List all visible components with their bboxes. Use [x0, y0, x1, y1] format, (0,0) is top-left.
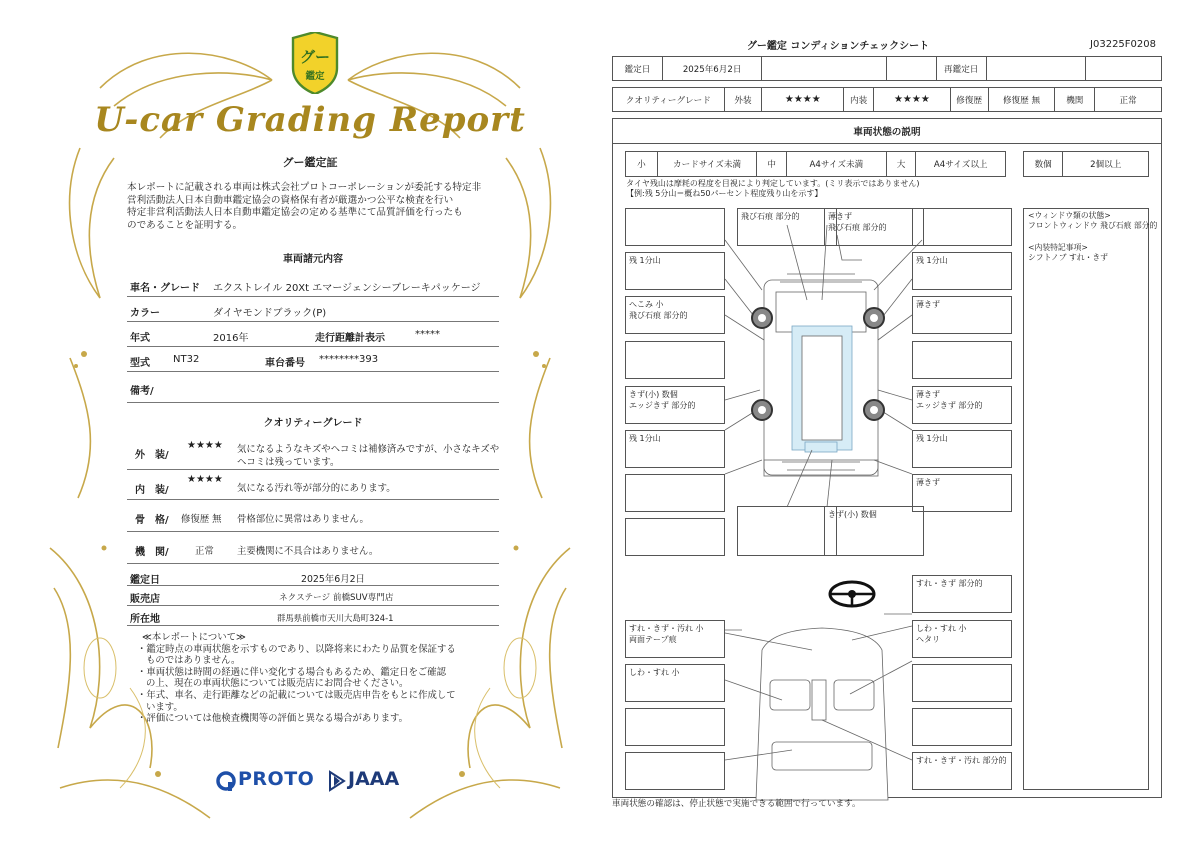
address-label: 所在地	[130, 614, 160, 625]
damage-box-int-left-5	[625, 752, 725, 790]
intro-line: 営利活動法人日本自動車鑑定協会の資格保有者が厳選かつ公平な検査を行い	[127, 194, 454, 206]
int-stars: ★★★★	[874, 88, 951, 111]
quality-row-exterior	[127, 432, 499, 470]
grading-certificate	[40, 28, 580, 828]
date-value: 2025年6月2日	[301, 574, 365, 585]
damage-text: 残 1分山	[629, 256, 661, 265]
damage-text: きず(小) 数個	[629, 390, 678, 399]
damage-text: 薄きず	[828, 212, 852, 221]
damage-box-int-right-4	[912, 708, 1012, 746]
count-desc: 2個以上	[1090, 160, 1122, 170]
date-value: 2025年6月2日	[663, 57, 763, 80]
damage-box-ext-right-4	[912, 341, 1012, 379]
ext-stars: ★★★★	[762, 88, 844, 111]
size-mid-desc: A4サイズ未満	[787, 152, 886, 176]
mileage-value: *****	[415, 329, 440, 340]
condition-check-sheet	[612, 30, 1164, 810]
spec-row-model	[127, 347, 499, 372]
note-line: います。	[146, 701, 183, 713]
intro-line: 本レポートに記載される車両は株式会社プロトコーポレーションが委託する特定非	[127, 182, 482, 193]
engine-comment: 主要機関に不具合はありません。	[237, 546, 379, 557]
name-label: 車名・グレード	[130, 283, 200, 294]
model-value: NT32	[173, 354, 200, 365]
color-value: ダイヤモンドブラック(P)	[213, 308, 327, 319]
damage-text: エッジきず 部分的	[629, 401, 696, 410]
chassis-value: ********393	[319, 354, 379, 365]
damage-text: へこみ 小	[629, 300, 664, 309]
frame-label: 骨 格/	[135, 515, 169, 526]
damage-box-ext-right-3	[912, 296, 1012, 334]
damage-box-int-left-4	[625, 708, 725, 746]
mileage-label: 走行距離計表示	[315, 333, 385, 344]
name-value: エクストレイル 20Xt エマージェンシーブレーキパッケージ	[213, 283, 481, 294]
damage-text: 薄きず	[916, 478, 940, 487]
spec-section-title: 車両諸元内容	[283, 254, 343, 265]
damage-box-ext-left-7	[625, 474, 725, 512]
repair-value: 修復歴 無	[989, 88, 1056, 111]
report-notes	[134, 632, 496, 725]
sheet-code: J03225F0208	[1090, 39, 1156, 50]
spec-row-year	[127, 322, 499, 347]
quality-row-engine	[127, 532, 499, 564]
goo-appraisal-badge-icon	[287, 32, 343, 94]
size-large-desc: A4サイズ以上	[933, 160, 988, 170]
notes-title: ≪本レポートについて≫	[142, 632, 246, 643]
damage-box-ext-top-mid1	[737, 208, 837, 246]
sheet-title: グー鑑定 コンディションチェックシート	[746, 41, 930, 52]
damage-box-ext-top-mid2	[824, 208, 924, 246]
damage-text: 薄きず	[916, 390, 940, 399]
remarks-label: 備考/	[130, 386, 154, 397]
engine-value: 正常	[195, 546, 214, 557]
special-notes-panel	[1023, 208, 1158, 790]
note-line: ・評価については他検査機関等の評価と異なる場合があります。	[137, 713, 408, 725]
damage-box-int-right-3	[912, 664, 1012, 702]
note-line: ・車両状態は時間の経過に伴い変化する場合もあるため、鑑定日をご確認	[137, 666, 447, 678]
damage-box-ext-left-1	[625, 208, 725, 246]
quality-row-interior	[127, 470, 499, 500]
damage-box-ext-left-5	[625, 386, 725, 424]
model-label: 型式	[130, 358, 150, 369]
damage-box-ext-right-5	[912, 386, 1012, 424]
quality-section-title: クオリティーグレード	[263, 418, 363, 429]
info-row-address	[127, 606, 499, 626]
int-label: 内装	[844, 88, 874, 111]
interior-notes-title: <内装特記事項>	[1028, 243, 1088, 252]
date-label: 鑑定日	[130, 575, 160, 586]
spec-row-name	[127, 272, 499, 297]
spec-row-color	[127, 297, 499, 322]
svg-text:鑑定: 鑑定	[305, 71, 325, 82]
damage-box-ext-bottom-mid2	[824, 506, 924, 556]
damage-box-ext-left-6	[625, 430, 725, 468]
damage-text: 飛び石痕 部分的	[629, 311, 688, 320]
damage-text: ヘタリ	[916, 635, 940, 644]
note-line: ・年式、車名、走行距離などの記載については販売店申告をもとに作成して	[137, 689, 456, 701]
quality-row-frame	[127, 500, 499, 532]
damage-box-int-left-3	[625, 664, 725, 702]
chassis-label: 車台番号	[265, 358, 305, 369]
grade-label: クオリティーグレード	[613, 88, 725, 111]
frame-comment: 骨格部位に異常はありません。	[237, 514, 369, 525]
engine-value: 正常	[1119, 95, 1137, 106]
info-row-shop	[127, 586, 499, 606]
damage-text: 残 1分山	[629, 434, 661, 443]
proto-mark-icon	[216, 770, 236, 792]
intro-line: のであることを証明する。	[127, 219, 243, 231]
damage-box-ext-right-1	[912, 208, 1012, 246]
ext-label: 外装	[725, 88, 763, 111]
steering-wheel-icon	[830, 582, 874, 606]
certificate-intro	[127, 182, 497, 232]
damage-text: すれ・きず・汚れ 部分的	[916, 756, 1007, 765]
color-label: カラー	[130, 308, 160, 319]
proto-logo: PROTO	[238, 768, 315, 790]
damage-box-int-right-2	[912, 620, 1012, 658]
engine-label: 機 関/	[135, 547, 169, 558]
repair-label: 修復歴	[951, 88, 989, 111]
damage-box-ext-left-4	[625, 341, 725, 379]
year-label: 年式	[130, 333, 150, 344]
svg-text:グー: グー	[299, 48, 331, 66]
window-notes-value: フロントウィンドウ 飛び石痕 部分的	[1028, 221, 1158, 230]
exterior-stars: ★★★★	[187, 440, 223, 451]
tread-note-line1: タイヤ残山は摩耗の程度を目視により判定しています。(ミリ表示ではありません)	[626, 179, 920, 188]
exterior-comment-line2: ヘコミは残っています。	[237, 457, 340, 468]
damage-text: しわ・すれ 小	[629, 668, 680, 677]
damage-box-ext-right-7	[912, 474, 1012, 512]
note-line: の上、現在の車両状態については販売店にお問合せください。	[146, 678, 409, 690]
size-mid-label: 中	[757, 152, 787, 176]
size-small-desc: カードサイズ未満	[658, 152, 757, 176]
damage-box-ext-right-2	[912, 252, 1012, 290]
size-large-label: 大	[887, 152, 917, 176]
damage-text: 残 1分山	[916, 434, 948, 443]
damage-box-ext-bottom-mid1	[737, 506, 837, 556]
sheet-footer: 車両状態の確認は、停止状態で実施できる範囲で行っています。	[612, 799, 861, 809]
window-notes-title: <ウィンドウ類の状態>	[1028, 211, 1111, 220]
info-row-date	[127, 568, 499, 586]
exterior-comment-line1: 気になるようなキズやヘコミは補修済みですが、小さなキズや	[237, 444, 500, 455]
report-script-title: U-car Grading Report	[94, 100, 526, 140]
exterior-label: 外 装/	[135, 450, 169, 461]
damage-text: 飛び石痕 部分的	[741, 212, 800, 221]
engine-label: 機関	[1055, 88, 1095, 111]
tread-note-line2: 【例:残 5分山＝概ね50パーセント程度残り山を示す】	[626, 189, 823, 198]
spec-row-remarks	[127, 372, 499, 403]
date-label: 鑑定日	[613, 57, 663, 80]
note-line: ものではありません。	[146, 655, 241, 667]
damage-text: きず(小) 数個	[828, 510, 877, 519]
damage-text: すれ・きず 部分的	[916, 579, 983, 588]
interior-comment: 気になる汚れ等が部分的にあります。	[237, 483, 396, 494]
damage-box-ext-right-6	[912, 430, 1012, 468]
year-value: 2016年	[213, 333, 249, 344]
interior-notes-value: シフトノブ すれ・きず	[1028, 253, 1108, 262]
damage-text: エッジきず 部分的	[916, 401, 983, 410]
damage-text: 薄きず	[916, 300, 940, 309]
certificate-heading: グー鑑定証	[282, 156, 338, 169]
damage-box-ext-left-2	[625, 252, 725, 290]
damage-text: 両面テープ痕	[629, 635, 677, 644]
damage-text: 残 1分山	[916, 256, 948, 265]
count-label: 数個	[1024, 152, 1063, 176]
damage-box-int-right-6	[912, 752, 1012, 790]
address-value: 群馬県前橋市天川大島町324-1	[277, 613, 394, 623]
size-small-label: 小	[626, 152, 658, 176]
intro-line: 特定非営利活動法人日本自動車鑑定協会の定める基準にて品質評価を行ったも	[127, 207, 463, 219]
redate-label: 再鑑定日	[937, 57, 987, 80]
interior-label: 内 装/	[135, 485, 169, 496]
damage-text: 飛び石痕 部分的	[828, 223, 887, 232]
jaaa-logo: JAAA	[348, 768, 400, 790]
jaaa-mark-icon	[328, 770, 346, 792]
damage-text: すれ・きず・汚れ 小	[629, 624, 704, 633]
damage-box-int-left-2	[625, 620, 725, 658]
note-line: ・鑑定時点の車両状態を示すものであり、以降将来にわたり品質を保証する	[137, 643, 456, 655]
damage-box-ext-bottom-left	[625, 518, 725, 556]
frame-value: 修復歴 無	[181, 514, 222, 525]
damage-box-int-right-1	[912, 575, 1012, 613]
shop-value: ネクステージ 前橋SUV専門店	[279, 593, 394, 603]
damage-box-ext-left-3	[625, 296, 725, 334]
shop-label: 販売店	[130, 594, 160, 605]
state-title: 車両状態の説明	[613, 119, 1161, 144]
interior-stars: ★★★★	[187, 474, 223, 485]
damage-text: しわ・すれ 小	[916, 624, 967, 633]
